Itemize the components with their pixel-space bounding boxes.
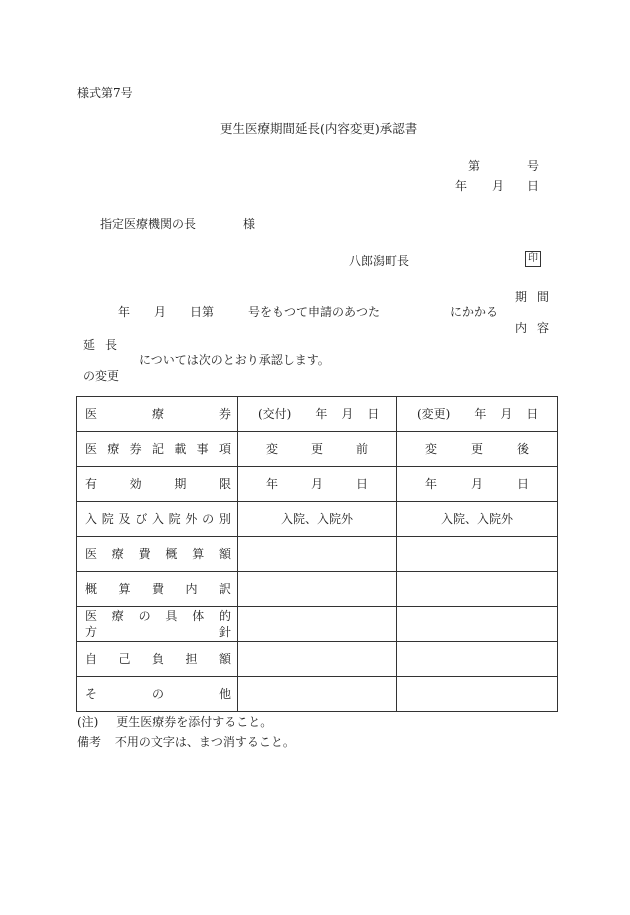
label-char: 自: [85, 652, 98, 666]
document-title: 更生医療期間延長(内容変更)承認書: [220, 121, 418, 136]
label-char: 針: [218, 625, 231, 639]
empty-cell: [397, 677, 558, 712]
table-row: [77, 572, 558, 607]
empty-cell: [397, 572, 558, 607]
label-char: 具: [165, 609, 178, 623]
row-label: [85, 478, 231, 490]
body-day-no: 日第: [190, 305, 215, 319]
note-2-prefix: 備考: [77, 735, 102, 749]
table-row: [77, 677, 558, 712]
body-year: 年: [118, 305, 131, 319]
issue-label: (交付): [258, 407, 292, 421]
label-char: 療: [107, 442, 120, 456]
date-day: 日: [527, 179, 540, 193]
empty-cell: [238, 572, 397, 607]
note-1: [77, 716, 272, 728]
label-char: 院: [168, 512, 181, 526]
day-label: 日: [526, 407, 539, 421]
label-char: 別: [218, 512, 231, 526]
addressee-name: 指定医療機関の長: [100, 217, 197, 231]
label-char: 効: [129, 477, 142, 491]
date-month: 月: [492, 179, 505, 193]
row-label-line1: [85, 610, 231, 622]
table-row: [77, 502, 558, 537]
year-label: 年: [474, 407, 487, 421]
addressee-honorific: 様: [243, 217, 256, 231]
row-label: [85, 513, 231, 525]
choice-content-a: 内: [515, 321, 528, 335]
char: 前: [355, 442, 368, 456]
label-char: の: [138, 609, 151, 623]
label-char: 医: [85, 407, 98, 421]
change-label: (変更): [417, 407, 451, 421]
label-char: の: [202, 512, 215, 526]
issue-date-cell: [244, 408, 390, 420]
before-change-cell: [244, 443, 390, 455]
body-month: 月: [154, 305, 167, 319]
row-label-line2: [85, 626, 231, 638]
char: 変: [425, 442, 438, 456]
label-char: 療: [111, 547, 124, 561]
label-char: 事: [196, 442, 209, 456]
label-char: 療: [111, 609, 124, 623]
empty-cell: [238, 642, 397, 677]
year-label: 年: [315, 407, 328, 421]
doc-number-suffix: 号: [527, 159, 540, 173]
label-char: 己: [118, 652, 131, 666]
label-char: 費: [138, 547, 151, 561]
table-row: [77, 607, 558, 642]
label-char: 概: [165, 547, 178, 561]
label-char: 期: [174, 477, 187, 491]
row-label: [85, 443, 231, 455]
label-char: 療: [151, 407, 164, 421]
table-row: [77, 432, 558, 467]
row-label: [85, 653, 231, 665]
label-char: 内: [185, 582, 198, 596]
month-label: 月: [341, 407, 354, 421]
label-char: 負: [151, 652, 164, 666]
inpatient-before-cell: 入院、入院外: [238, 502, 397, 537]
label-char: 方: [85, 625, 98, 639]
label-char: 医: [85, 442, 98, 456]
row-label-two-line: [85, 610, 231, 638]
label-char: 額: [218, 652, 231, 666]
day-label: 日: [355, 477, 368, 491]
row-label: [85, 548, 231, 560]
label-char: び: [135, 512, 148, 526]
empty-cell: [397, 642, 558, 677]
choice-change: の変更: [83, 369, 120, 383]
day-label: 日: [516, 477, 529, 491]
choice-extension-b: 長: [105, 338, 118, 352]
validity-before-cell: [244, 478, 390, 490]
label-char: 記: [151, 442, 164, 456]
year-label: 年: [425, 477, 438, 491]
note-2-text: 不用の文字は、まつ消すること。: [114, 735, 295, 749]
empty-cell: [238, 607, 397, 642]
body-application-text: 号をもつて申請のあつた: [248, 305, 381, 319]
label-char: 概: [85, 582, 98, 596]
label-char: 他: [218, 687, 231, 701]
approval-table: [76, 396, 558, 712]
label-char: 載: [174, 442, 187, 456]
day-label: 日: [367, 407, 380, 421]
doc-number-prefix: 第: [468, 159, 481, 173]
date-year: 年: [455, 179, 468, 193]
label-char: 医: [85, 547, 98, 561]
year-label: 年: [266, 477, 279, 491]
label-char: 算: [192, 547, 205, 561]
body-relating-text: にかかる: [450, 305, 499, 319]
label-char: 外: [185, 512, 198, 526]
label-char: 費: [151, 582, 164, 596]
label-char: 券: [218, 407, 231, 421]
table-row: [77, 467, 558, 502]
char: 更: [310, 442, 323, 456]
note-2: [77, 736, 295, 748]
body-approval-text: については次のとおり承認します。: [139, 353, 330, 367]
label-char: そ: [85, 687, 98, 701]
month-label: 月: [500, 407, 513, 421]
label-char: 券: [129, 442, 142, 456]
label-char: 入: [151, 512, 164, 526]
choice-extension-a: 延: [83, 338, 96, 352]
label-char: 限: [218, 477, 231, 491]
label-char: 及: [118, 512, 131, 526]
table-row: [77, 537, 558, 572]
validity-after-cell: [403, 478, 551, 490]
label-char: 算: [118, 582, 131, 596]
choice-period-b: 間: [537, 290, 550, 304]
label-char: 訳: [218, 582, 231, 596]
label-char: 入: [85, 512, 98, 526]
label-char: 院: [101, 512, 114, 526]
after-change-cell: [403, 443, 551, 455]
empty-cell: [238, 537, 397, 572]
label-char: 担: [185, 652, 198, 666]
empty-cell: [397, 537, 558, 572]
label-char: の: [151, 687, 164, 701]
label-char: 項: [218, 442, 231, 456]
empty-cell: [238, 677, 397, 712]
row-label: [85, 583, 231, 595]
table-row: [77, 642, 558, 677]
month-label: 月: [310, 477, 323, 491]
label-char: 的: [218, 609, 231, 623]
issuer-name: 八郎潟町長: [349, 254, 410, 268]
row-label: [85, 688, 231, 700]
char: 変: [266, 442, 279, 456]
form-number: 様式第7号: [77, 86, 133, 100]
note-1-text: 更生医療券を添付すること。: [116, 715, 273, 729]
empty-cell: [397, 607, 558, 642]
choice-period-a: 期: [515, 290, 528, 304]
row-label: [85, 408, 231, 420]
label-char: 額: [218, 547, 231, 561]
table-row: [77, 397, 558, 432]
note-1-prefix: (注): [77, 715, 99, 729]
month-label: 月: [470, 477, 483, 491]
char: 更: [470, 442, 483, 456]
label-char: 体: [192, 609, 205, 623]
inpatient-after-cell: 入院、入院外: [397, 502, 558, 537]
label-char: 有: [85, 477, 98, 491]
seal-mark: 印: [525, 251, 541, 267]
char: 後: [516, 442, 529, 456]
label-char: 医: [85, 609, 98, 623]
change-date-cell: [403, 408, 551, 420]
choice-content-b: 容: [537, 321, 550, 335]
